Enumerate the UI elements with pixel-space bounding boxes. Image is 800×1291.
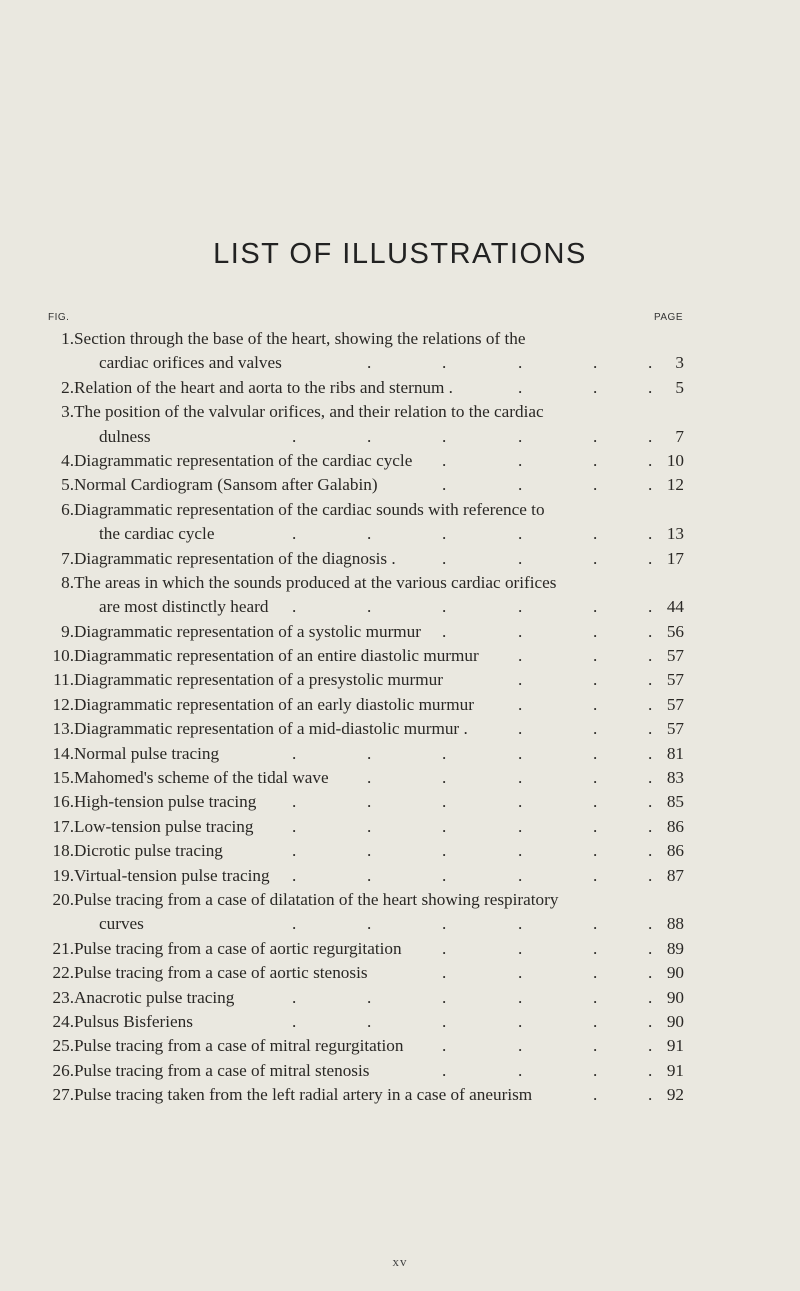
figure-number: 15. [52,768,74,788]
list-item [0,473,800,497]
page-reference: 57 [666,719,684,739]
dot-leader: . [593,1085,598,1105]
dot-leader: . [648,646,653,666]
entry-line [0,888,800,912]
list-item [0,839,800,863]
dot-leader: . [367,987,372,1007]
page-reference: 91 [666,1036,684,1056]
figure-caption: Diagrammatic representation of a presystolic murmur [74,670,443,690]
entry-line [0,498,800,522]
page-reference: 92 [666,1085,684,1105]
dot-leader: . [593,768,598,788]
dot-leader: . [442,524,447,544]
entry-line [0,1059,800,1083]
dot-leader: . [442,597,447,617]
entry-line [0,595,800,619]
list-item [0,815,800,839]
list-item [0,1034,800,1058]
entry-line [0,839,800,863]
page-reference: 85 [666,792,684,812]
page-reference: 88 [666,914,684,934]
entry-line [0,400,800,424]
dot-leader: . [367,524,372,544]
dot-leader: . [442,841,447,861]
dot-leader: . [367,816,372,836]
dot-leader: . [648,524,653,544]
dot-leader: . [442,768,447,788]
page-reference: 7 [675,426,684,446]
page-reference: 57 [666,694,684,714]
figure-caption: Diagrammatic representation of a mid-diastolic murmur . [74,719,468,739]
entry-line [0,986,800,1010]
list-item [0,888,800,937]
dot-leader: . [367,841,372,861]
figure-caption: Diagrammatic representation of the cardiac sounds with reference to [74,499,545,519]
dot-leader: . [593,377,598,397]
list-item [0,864,800,888]
dot-leader: . [593,1060,598,1080]
dot-leader: . [442,548,447,568]
figure-number: 21. [52,938,74,958]
entry-line [0,473,800,497]
page-reference: 57 [666,646,684,666]
dot-leader: . [518,963,523,983]
figure-caption: Relation of the heart and aorta to the ribs and sternum . [74,377,453,397]
dot-leader: . [518,743,523,763]
list-item [0,1059,800,1083]
entry-line [0,425,800,449]
entry-line [0,376,800,400]
figure-number: 18. [52,841,74,861]
dot-leader: . [292,865,297,885]
list-item [0,376,800,400]
dot-leader: . [648,1060,653,1080]
figure-number: 24. [52,1011,74,1031]
list-item [0,400,800,449]
figure-caption: Section through the base of the heart, showing the relations of the [74,329,526,348]
dot-leader: . [292,524,297,544]
dot-leader: . [518,1060,523,1080]
dot-leader: . [593,597,598,617]
figure-number: 2. [61,377,74,397]
page-reference: 12 [666,475,684,495]
dot-leader: . [518,646,523,666]
page-title: LIST OF ILLUSTRATIONS [213,238,587,270]
list-item [0,961,800,985]
dot-leader: . [442,987,447,1007]
dot-leader: . [367,792,372,812]
figure-number: 16. [52,792,74,812]
dot-leader: . [442,1011,447,1031]
page-reference: 56 [666,621,684,641]
dot-leader: . [292,914,297,934]
entry-line [0,644,800,668]
dot-leader: . [593,694,598,714]
dot-leader: . [442,963,447,983]
figure-number: 17. [52,816,74,836]
dot-leader: . [292,597,297,617]
illustrations-list [0,327,800,1108]
page-column-header: PAGE [653,312,683,323]
dot-leader: . [648,450,653,470]
dot-leader: . [593,450,598,470]
dot-leader: . [648,597,653,617]
dot-leader: . [442,914,447,934]
figure-caption: Pulse tracing from a case of aortic regurgitation [74,938,402,958]
figure-number: 22. [52,963,74,983]
figure-number: 6. [61,499,74,519]
figure-caption: Low-tension pulse tracing [74,816,254,836]
entry-line [0,351,800,375]
figure-number: 12. [52,694,74,714]
list-item [0,742,800,766]
dot-leader: . [518,450,523,470]
dot-leader: . [518,670,523,690]
dot-leader: . [367,914,372,934]
figure-number: 19. [52,865,74,885]
figure-number: 8. [61,572,74,592]
list-item [0,937,800,961]
dot-leader: . [518,865,523,885]
dot-leader: . [648,670,653,690]
dot-leader: . [518,1036,523,1056]
figure-caption: Diagrammatic representation of the cardiac cycle [74,450,413,470]
list-item [0,693,800,717]
list-item [0,1083,800,1107]
dot-leader: . [518,621,523,641]
dot-leader: . [292,816,297,836]
entry-line [0,522,800,546]
page-reference: 44 [666,597,684,617]
list-item [0,1010,800,1034]
dot-leader: . [593,353,598,373]
dot-leader: . [593,743,598,763]
dot-leader: . [367,353,372,373]
dot-leader: . [593,621,598,641]
dot-leader: . [648,1011,653,1031]
dot-leader: . [593,1011,598,1031]
entry-line [0,327,800,351]
dot-leader: . [367,743,372,763]
dot-leader: . [367,768,372,788]
dot-leader: . [593,719,598,739]
entry-line [0,717,800,741]
entry-line [0,912,800,936]
dot-leader: . [292,743,297,763]
figure-number: 10. [52,646,74,666]
page-reference: 86 [666,816,684,836]
page-reference: 10 [666,450,684,470]
dot-leader: . [518,792,523,812]
dot-leader: . [518,841,523,861]
page-reference: 89 [666,938,684,958]
figure-number: 26. [52,1060,74,1080]
dot-leader: . [292,1011,297,1031]
dot-leader: . [648,377,653,397]
figure-number: 3. [61,402,74,422]
figure-caption: Diagrammatic representation of an early diastolic murmur [74,694,474,714]
figure-caption: The position of the valvular orifices, and their relation to the cardiac [74,402,544,422]
dot-leader: . [518,816,523,836]
page-reference: 90 [666,987,684,1007]
entry-line [0,961,800,985]
list-item [0,644,800,668]
list-item [0,498,800,547]
entry-line [0,1010,800,1034]
figure-caption: Diagrammatic representation of an entire diastolic murmur [74,646,479,666]
dot-leader: . [442,621,447,641]
list-item [0,449,800,473]
figure-caption: Dicrotic pulse tracing [74,841,223,861]
page-reference: 91 [666,1060,684,1080]
dot-leader: . [518,768,523,788]
entry-line [0,790,800,814]
page-reference: 87 [666,865,684,885]
dot-leader: . [292,841,297,861]
dot-leader: . [518,548,523,568]
dot-leader: . [648,694,653,714]
page-reference: 57 [666,670,684,690]
dot-leader: . [648,768,653,788]
figure-number: 14. [52,743,74,763]
page-reference: 13 [666,524,684,544]
dot-leader: . [648,816,653,836]
entry-line [0,620,800,644]
dot-leader: . [593,1036,598,1056]
list-item [0,766,800,790]
page-reference: 86 [666,841,684,861]
dot-leader: . [518,597,523,617]
figure-caption: Anacrotic pulse tracing [74,987,235,1007]
dot-leader: . [518,719,523,739]
dot-leader: . [648,719,653,739]
dot-leader: . [442,426,447,446]
dot-leader: . [648,426,653,446]
dot-leader: . [442,865,447,885]
dot-leader: . [593,987,598,1007]
page-number-footer: xv [392,1254,408,1269]
dot-leader: . [648,353,653,373]
figure-caption: Normal pulse tracing [74,743,220,763]
dot-leader: . [292,426,297,446]
figure-caption: cardiac orifices and valves [99,353,282,373]
dot-leader: . [648,914,653,934]
entry-line [0,815,800,839]
dot-leader: . [442,1036,447,1056]
dot-leader: . [518,938,523,958]
dot-leader: . [367,1011,372,1031]
entry-line [0,547,800,571]
page-reference: 5 [675,377,684,397]
dot-leader: . [518,524,523,544]
dot-leader: . [518,377,523,397]
dot-leader: . [593,963,598,983]
dot-leader: . [648,1085,653,1105]
figure-caption: curves [99,914,144,934]
entry-line [0,449,800,473]
list-item [0,668,800,692]
dot-leader: . [648,548,653,568]
figure-number: 5. [61,475,74,495]
page-reference: 3 [675,353,684,373]
list-item [0,790,800,814]
list-item [0,327,800,376]
dot-leader: . [518,694,523,714]
dot-leader: . [593,816,598,836]
dot-leader: . [593,524,598,544]
dot-leader: . [593,841,598,861]
figure-caption: the cardiac cycle [99,524,215,544]
figure-caption: Mahomed's scheme of the tidal wave [74,768,329,788]
dot-leader: . [648,743,653,763]
figure-caption: Pulse tracing from a case of mitral stenosis [74,1060,370,1080]
figure-number: 1. [61,329,74,348]
dot-leader: . [593,475,598,495]
entry-line [0,1083,800,1107]
dot-leader: . [648,841,653,861]
page-reference: 90 [666,1011,684,1031]
figure-number: 4. [61,450,74,470]
list-item [0,986,800,1010]
page-reference: 17 [666,548,684,568]
figure-number: 23. [52,987,74,1007]
figure-caption: Virtual-tension pulse tracing [74,865,270,885]
dot-leader: . [292,987,297,1007]
dot-leader: . [648,475,653,495]
page-reference: 81 [666,743,684,763]
entry-line [0,1034,800,1058]
dot-leader: . [442,1060,447,1080]
figure-caption: Pulse tracing from a case of aortic stenosis [74,963,368,983]
page-reference: 83 [666,768,684,788]
figure-number: 7. [61,548,74,568]
figure-caption: Diagrammatic representation of a systolic murmur [74,621,421,641]
figure-caption: Pulsus Bisferiens [74,1011,193,1031]
dot-leader: . [442,475,447,495]
figure-caption: Diagrammatic representation of the diagnosis . [74,548,396,568]
entry-line [0,766,800,790]
dot-leader: . [518,914,523,934]
figure-caption: Pulse tracing from a case of mitral regurgitation [74,1036,404,1056]
figure-number: 20. [52,889,74,909]
dot-leader: . [367,865,372,885]
figure-caption: are most distinctly heard [99,597,269,617]
dot-leader: . [518,987,523,1007]
dot-leader: . [442,816,447,836]
list-item [0,620,800,644]
dot-leader: . [442,792,447,812]
dot-leader: . [648,865,653,885]
dot-leader: . [648,963,653,983]
figure-caption: The areas in which the sounds produced at the various cardiac orifices [74,572,557,592]
dot-leader: . [648,1036,653,1056]
dot-leader: . [648,792,653,812]
dot-leader: . [518,353,523,373]
dot-leader: . [593,548,598,568]
dot-leader: . [593,670,598,690]
list-item [0,717,800,741]
dot-leader: . [593,646,598,666]
dot-leader: . [442,353,447,373]
dot-leader: . [593,426,598,446]
dot-leader: . [593,865,598,885]
dot-leader: . [367,597,372,617]
figure-caption: Normal Cardiogram (Sansom after Galabin) [74,475,378,495]
figure-number: 9. [61,621,74,641]
entry-line [0,742,800,766]
entry-line [0,668,800,692]
dot-leader: . [648,621,653,641]
dot-leader: . [367,426,372,446]
dot-leader: . [442,938,447,958]
dot-leader: . [593,938,598,958]
dot-leader: . [518,475,523,495]
dot-leader: . [648,987,653,1007]
entry-line [0,864,800,888]
figure-number: 11. [53,670,74,690]
entry-line [0,937,800,961]
dot-leader: . [648,938,653,958]
fig-column-header: FIG. [48,312,70,323]
figure-caption: Pulse tracing taken from the left radial artery in a case of aneurism [74,1085,533,1105]
figure-caption: Pulse tracing from a case of dilatation of the heart showing respiratory [74,889,559,909]
figure-caption: dulness [99,426,151,446]
figure-number: 13. [52,719,74,739]
dot-leader: . [518,1011,523,1031]
figure-caption: High-tension pulse tracing [74,792,257,812]
list-item [0,547,800,571]
entry-line [0,571,800,595]
entry-line [0,693,800,717]
figure-number: 25. [52,1036,74,1056]
figure-number: 27. [52,1085,74,1105]
dot-leader: . [593,914,598,934]
dot-leader: . [442,743,447,763]
dot-leader: . [442,450,447,470]
page-reference: 90 [666,963,684,983]
dot-leader: . [292,792,297,812]
dot-leader: . [593,792,598,812]
dot-leader: . [518,426,523,446]
list-item [0,571,800,620]
